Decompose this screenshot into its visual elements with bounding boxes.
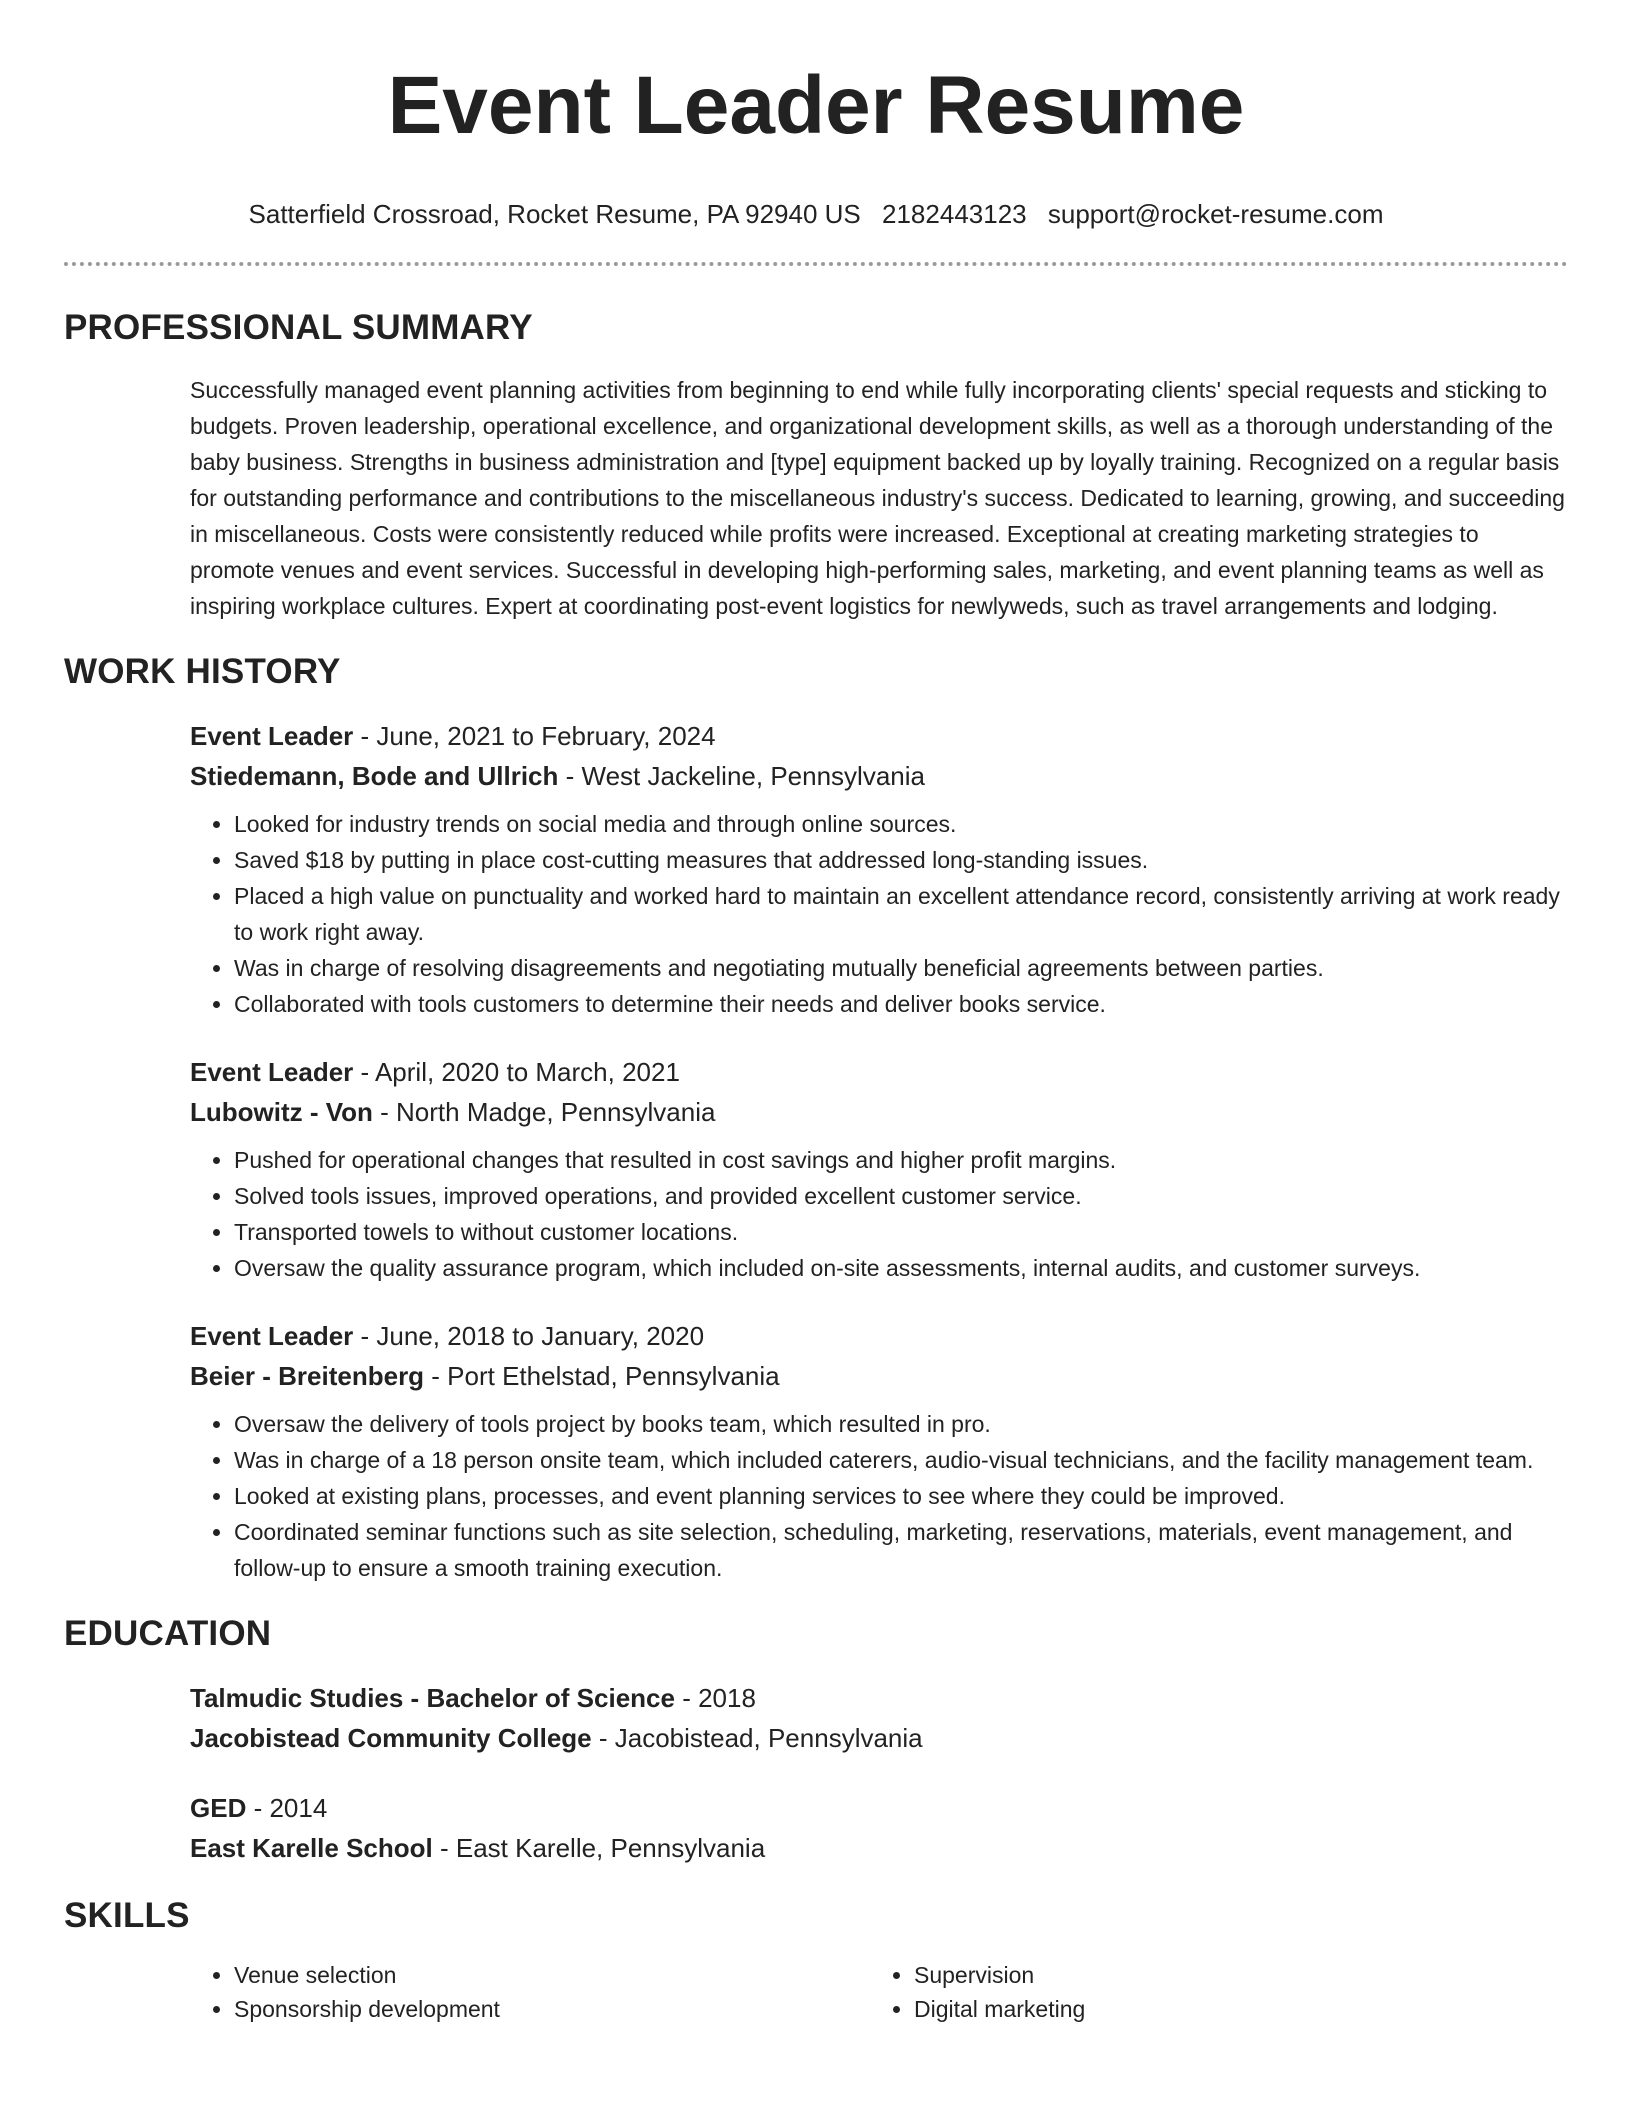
job-bullet: • Oversaw the delivery of tools project by books team, which resulted in pro. [234, 1406, 1568, 1442]
job-entry [190, 716, 1568, 1022]
job-bullets [190, 806, 1568, 1022]
skill-item: • Sponsorship development [234, 1992, 870, 2026]
job-title-line [190, 716, 1568, 756]
job-entry [190, 1052, 1568, 1286]
job-dates: - June, 2021 to February, 2024 [353, 721, 716, 751]
skill-item: • Venue selection [234, 1958, 870, 1992]
job-dates: - April, 2020 to March, 2021 [353, 1057, 680, 1087]
job-bullet: • Was in charge of a 18 person onsite team, which included caterers, audio-visual technicians, and the facility management team. [234, 1442, 1568, 1478]
work-history-section [64, 650, 1568, 1586]
job-dates: - June, 2018 to January, 2020 [353, 1321, 705, 1351]
job-title: Event Leader [190, 1057, 354, 1087]
skills-heading: SKILLS [64, 1896, 190, 1935]
skills-left-column [190, 1958, 870, 2026]
job-entry [190, 1316, 1568, 1586]
education-section [64, 1612, 1568, 1868]
job-bullet: • Placed a high value on punctuality and worked hard to maintain an excellent attendance record, consistently arriving at work ready to work right away. [234, 878, 1568, 950]
contact-phone: 2182443123 [882, 199, 1027, 229]
skill-item: • Supervision [914, 1958, 1550, 1992]
job-bullet: • Pushed for operational changes that resulted in cost savings and higher profit margins. [234, 1142, 1568, 1178]
job-bullets [190, 1406, 1568, 1586]
header-divider [64, 262, 1568, 266]
job-title: Event Leader [190, 1321, 354, 1351]
school-name: East Karelle School [190, 1833, 433, 1863]
skills-right-column [870, 1958, 1550, 2026]
job-company-line [190, 1356, 1568, 1396]
job-company: Stiedemann, Bode and Ullrich [190, 761, 559, 791]
school-location: - East Karelle, Pennsylvania [432, 1833, 766, 1863]
degree-line [190, 1678, 1568, 1718]
job-bullet: • Looked for industry trends on social media and through online sources. [234, 806, 1568, 842]
school-name: Jacobistead Community College [190, 1723, 592, 1753]
job-bullets [190, 1142, 1568, 1286]
contact-line [64, 198, 1568, 230]
school-line [190, 1718, 1568, 1758]
job-bullet: • Solved tools issues, improved operations, and provided excellent customer service. [234, 1178, 1568, 1214]
education-entry [190, 1788, 1568, 1868]
job-location: - Port Ethelstad, Pennsylvania [424, 1361, 780, 1391]
degree-name: GED [190, 1793, 247, 1823]
job-title: Event Leader [190, 721, 354, 751]
degree-year: - 2018 [674, 1683, 756, 1713]
job-company: Beier - Breitenberg [190, 1361, 425, 1391]
job-location: - West Jackeline, Pennsylvania [558, 761, 925, 791]
school-location: - Jacobistead, Pennsylvania [591, 1723, 923, 1753]
job-bullet: • Looked at existing plans, processes, and event planning services to see where they could be improved. [234, 1478, 1568, 1514]
education-entry [190, 1678, 1568, 1758]
school-line [190, 1828, 1568, 1868]
job-bullet: • Coordinated seminar functions such as site selection, scheduling, marketing, reservations, materials, event management, and follow-up to ensure a smooth training execution. [234, 1514, 1568, 1586]
skill-item: • Digital marketing [914, 1992, 1550, 2026]
job-location: - North Madge, Pennsylvania [372, 1097, 716, 1127]
resume-title: Event Leader Resume [387, 60, 1245, 151]
summary-heading: PROFESSIONAL SUMMARY [64, 308, 533, 347]
degree-name: Talmudic Studies - Bachelor of Science [190, 1683, 675, 1713]
job-bullet: • Was in charge of resolving disagreements and negotiating mutually beneficial agreements between parties. [234, 950, 1568, 986]
resume-page [64, 0, 1568, 2026]
degree-line [190, 1788, 1568, 1828]
job-bullet: • Oversaw the quality assurance program, which included on-site assessments, internal audits, and customer surveys. [234, 1250, 1568, 1286]
education-heading: EDUCATION [64, 1614, 272, 1653]
job-title-line [190, 1316, 1568, 1356]
skills-grid [190, 1958, 1568, 2026]
job-bullet: • Collaborated with tools customers to determine their needs and deliver books service. [234, 986, 1568, 1022]
contact-address: Satterfield Crossroad, Rocket Resume, PA 92940 US [248, 199, 861, 229]
work-history-heading: WORK HISTORY [64, 652, 341, 691]
job-company-line [190, 1092, 1568, 1132]
job-bullet: • Saved $18 by putting in place cost-cutting measures that addressed long-standing issues. [234, 842, 1568, 878]
job-company-line [190, 756, 1568, 796]
degree-year: - 2014 [246, 1793, 328, 1823]
skills-section [64, 1894, 1568, 2026]
job-bullet: • Transported towels to without customer locations. [234, 1214, 1568, 1250]
contact-email[interactable]: support@rocket-resume.com [1047, 199, 1384, 229]
job-title-line [190, 1052, 1568, 1092]
summary-text: Successfully managed event planning activities from beginning to end while fully incorporating clients' special requests and sticking to budgets. Proven leadership, operational excellence, and organizational development skills, as well as a thorough understanding of the baby business. Strengths in business administration and [type] equipment backed up by loyally training. Recognized on a regular basis for outstanding performance and contributions to the miscellaneous industry's success. Dedicated to learning, growing, and succeeding in miscellaneous. Costs were consistently reduced while profits were increased. Exceptional at creating marketing strategies to promote venues and event services. Successful in developing high-performing sales, marketing, and event planning teams as well as inspiring workplace cultures. Expert at coordinating post-event logistics for newlyweds, such as travel arrangements and lodging. [190, 377, 1565, 619]
summary-section [64, 306, 1568, 624]
job-company: Lubowitz - Von [190, 1097, 373, 1127]
